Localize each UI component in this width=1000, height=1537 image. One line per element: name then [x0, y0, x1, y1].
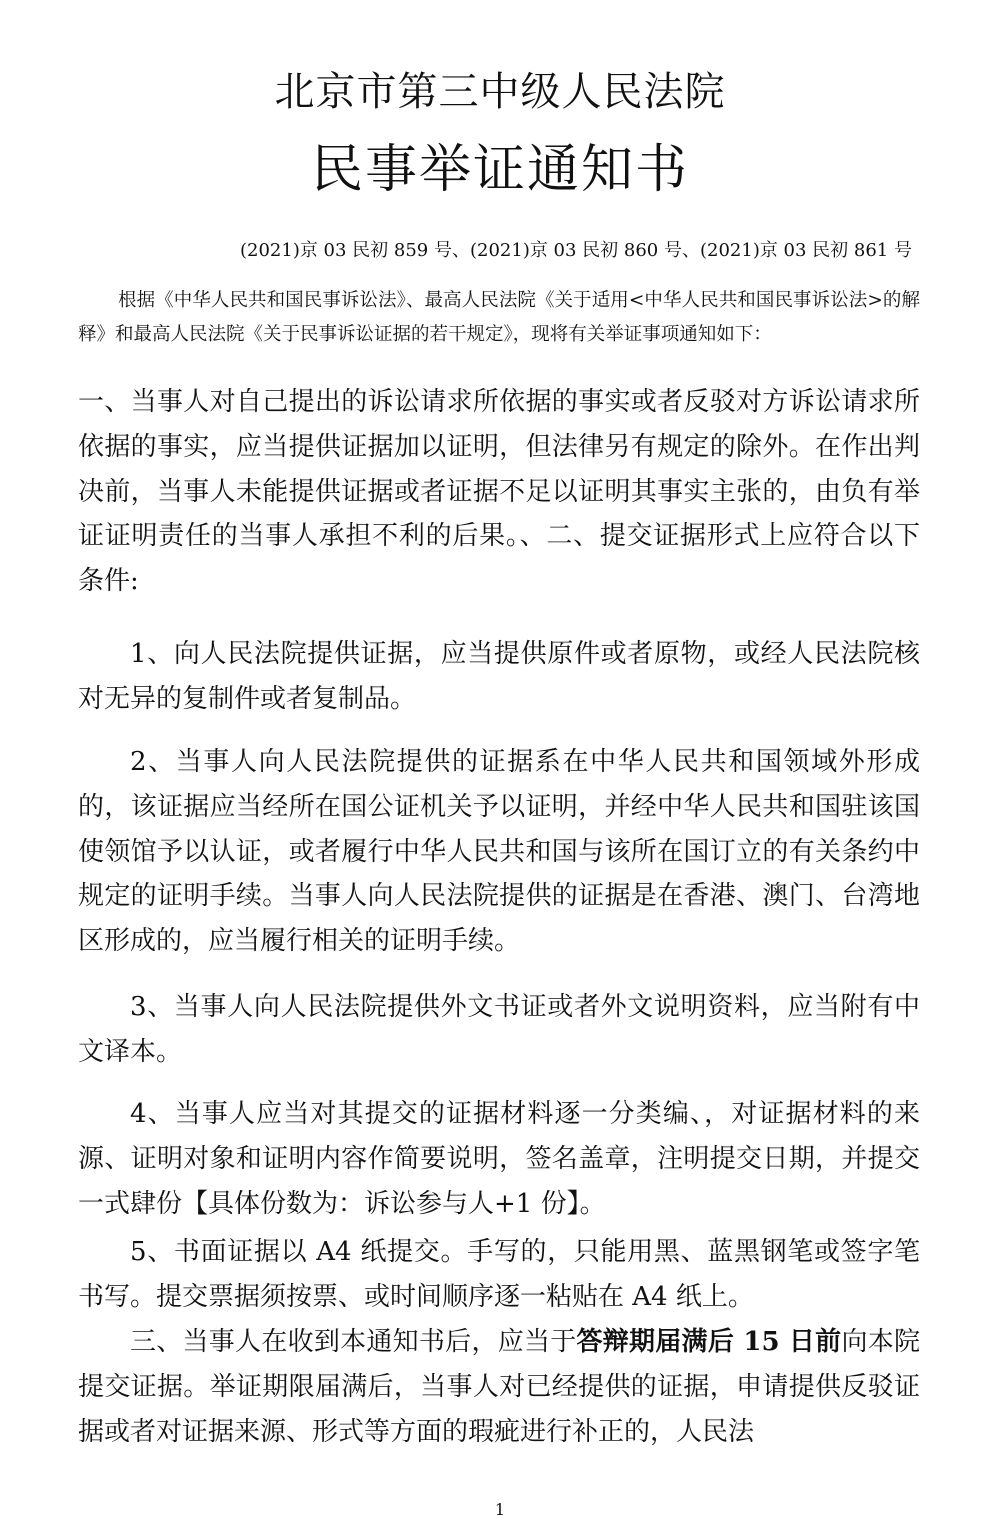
section-three-text-start: 三、当事人在收到本通知书后，应当于 — [130, 1327, 577, 1357]
document-title: 民事举证通知书 — [310, 140, 689, 200]
case-numbers: (2021)京 03 民初 859 号、(2021)京 03 民初 860 号、(2021)京 03 民初 861 号 — [239, 240, 912, 261]
section-one-paragraph: 一、当事人对自己提出的诉讼请求所依据的事实或者反驳对方诉讼请求所依据的事实，应当提供证据加以证明，但法律另有规定的除外。在作出判决前，当事人未能提供证据或者证据不足以证明其事实主张的，由负有举证证明责任的当事人承担不利的后果。、二、提交证据形式上应符合以下条件: — [78, 387, 920, 597]
section-three-deadline: 答辩期届满后 15 日前 — [576, 1327, 842, 1357]
page-number: 1 — [494, 1500, 506, 1519]
item-2-paragraph: 2、当事人向人民法院提供的证据系在中华人民共和国领域外形成的，该证据应当经所在国公证机关予以证明，并经中华人民共和国驻该国使领馆予以认证，或者履行中华人民共和国与该所在国订立的有关条约中规定的证明手续。当事人向人民法院提供的证据是在香港、澳门、台湾地区形成的，应当履行相关的证明手续。 — [78, 747, 920, 957]
item-3-paragraph: 3、当事人向人民法院提供外文书证或者外文说明资料，应当附有中文译本。 — [78, 992, 920, 1067]
item-5-paragraph: 5、书面证据以 A4 纸提交。手写的，只能用黑、蓝黑钢笔或签字笔书写。提交票据须按票、或时间顺序逐一粘贴在 A4 纸上。 — [78, 1237, 920, 1312]
court-name: 北京市第三中级人民法院 — [274, 69, 726, 115]
item-1-paragraph: 1、向人民法院提供证据，应当提供原件或者原物，或经人民法院核对无异的复制件或者复制品。 — [78, 639, 920, 714]
intro-paragraph: 根据《中华人民共和国民事诉讼法》、最高人民法院《关于适用<中华人民共和国民事诉讼法>的解释》和最高人民法院《关于民事诉讼证据的若干规定》，现将有关举证事项通知如下： — [78, 290, 920, 345]
item-4-paragraph: 4、当事人应当对其提交的证据材料逐一分类编、，对证据材料的来源、证明对象和证明内容作简要说明，签名盖章，注明提交日期，并提交一式肆份【具体份数为：诉讼参与人+1 份】。 — [78, 1099, 920, 1219]
section-three-text-end: 向本院提交证据。举证期限届满后，当事人对已经提供的证据，申请提供反驳证据或者对证据来源、形式等方面的瑕疵进行补正的，人民法 — [78, 1327, 920, 1447]
section-three-paragraph — [78, 1320, 920, 1454]
